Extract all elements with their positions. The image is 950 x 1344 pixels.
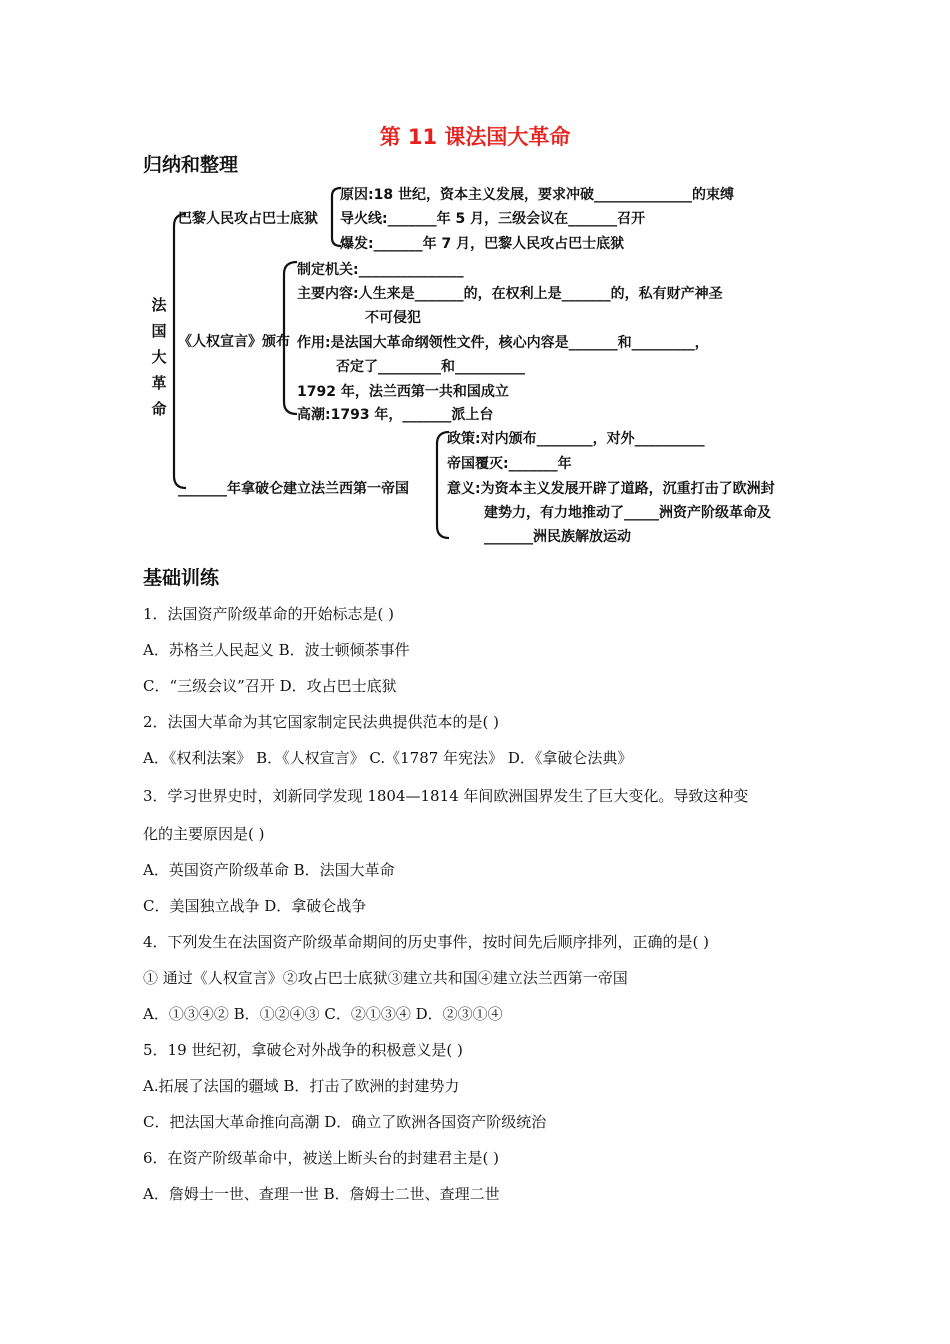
empire-significance-cont2: _______洲民族解放运动: [484, 529, 631, 545]
declaration-effect: 作用:是法国大革命纲领性文件，核心内容是_______和_________，: [297, 335, 709, 351]
question-line: A．①③④② B．①②④③ C．②①③④ D．②③①④: [143, 1005, 503, 1023]
branch-empire: _______年拿破仑建立法兰西第一帝国: [178, 481, 409, 497]
question-line: A．苏格兰人民起义 B．波士顿倾茶事件: [143, 641, 410, 659]
page-title: 第 11 课法国大革命: [379, 125, 571, 149]
declaration-author: 制定机关:_______________: [297, 262, 464, 278]
question-line: C．把法国大革命推向高潮 D．确立了欧洲各国资产阶级统治: [143, 1113, 547, 1131]
bastille-trigger: 导火线:_______年 5 月，三级会议在_______召开: [340, 211, 646, 227]
question-line: 1．法国资产阶级革命的开始标志是( ): [143, 605, 395, 623]
declaration-effect-cont: 否定了_________和__________: [336, 359, 525, 375]
question-line: A．詹姆士一世、查理一世 B．詹姆士二世、查理二世: [143, 1185, 500, 1203]
empire-significance-cont1: 建势力，有力地推动了_____洲资产阶级革命及: [484, 505, 771, 521]
revolution-climax: 高潮:1793 年，_______派上台: [297, 407, 494, 423]
empire-fall: 帝国覆灭:_______年: [447, 456, 572, 472]
declaration-content-cont: 不可侵犯: [365, 310, 421, 326]
branch-declaration: 《人权宣言》颁布: [178, 334, 290, 350]
section-heading-exercises: 基础训练: [143, 567, 220, 589]
root-label-ge: 革: [151, 374, 167, 392]
question-line: A．《权利法案》 B．《人权宣言》 C.《1787 年宪法》 D．《拿破仑法典》: [143, 749, 633, 767]
diagram-brackets: [0, 0, 950, 560]
question-line: A．英国资产阶级革命 B．法国大革命: [143, 861, 395, 879]
root-label-da: 大: [151, 348, 167, 366]
declaration-content: 主要内容:人生来是_______的，在权利上是_______的，私有财产神圣: [297, 286, 723, 302]
branch-bastille: 巴黎人民攻占巴士底狱: [178, 211, 318, 227]
question-line: C．美国独立战争 D．拿破仑战争: [143, 897, 367, 915]
bastille-outbreak: 爆发:_______年 7 月，巴黎人民攻占巴士底狱: [340, 236, 625, 252]
question-line: 6．在资产阶级革命中，被送上断头台的封建君主是( ): [143, 1149, 500, 1167]
root-label-fa: 法: [151, 296, 167, 314]
question-line: 化的主要原因是( ): [143, 825, 265, 843]
question-line: 3．学习世界史时，刘新同学发现 1804—1814 年间欧洲国界发生了巨大变化。导致这种变: [143, 787, 749, 805]
question-line: ① 通过《人权宣言》②攻占巴士底狱③建立共和国④建立法兰西第一帝国: [143, 969, 628, 987]
question-line: A.拓展了法国的疆域 B．打击了欧洲的封建势力: [143, 1077, 460, 1095]
question-line: 5．19 世纪初，拿破仑对外战争的积极意义是( ): [143, 1041, 463, 1059]
empire-policy: 政策:对内颁布________，对外__________: [447, 431, 705, 447]
question-line: 4．下列发生在法国资产阶级革命期间的历史事件，按时间先后顺序排列，正确的是( ): [143, 933, 710, 951]
bastille-cause: 原因:18 世纪，资本主义发展，要求冲破______________的束缚: [340, 187, 734, 203]
question-line: C．“三级会议”召开 D．攻占巴士底狱: [143, 677, 397, 695]
question-line: 2．法国大革命为其它国家制定民法典提供范本的是( ): [143, 713, 500, 731]
root-label-ming: 命: [151, 400, 167, 418]
republic-founded: 1792 年，法兰西第一共和国成立: [297, 384, 509, 400]
section-heading-summary: 归纳和整理: [143, 154, 239, 176]
root-label-guo: 国: [151, 322, 167, 340]
concept-diagram: [0, 0, 950, 560]
empire-significance: 意义:为资本主义发展开辟了道路，沉重打击了欧洲封: [447, 481, 775, 497]
